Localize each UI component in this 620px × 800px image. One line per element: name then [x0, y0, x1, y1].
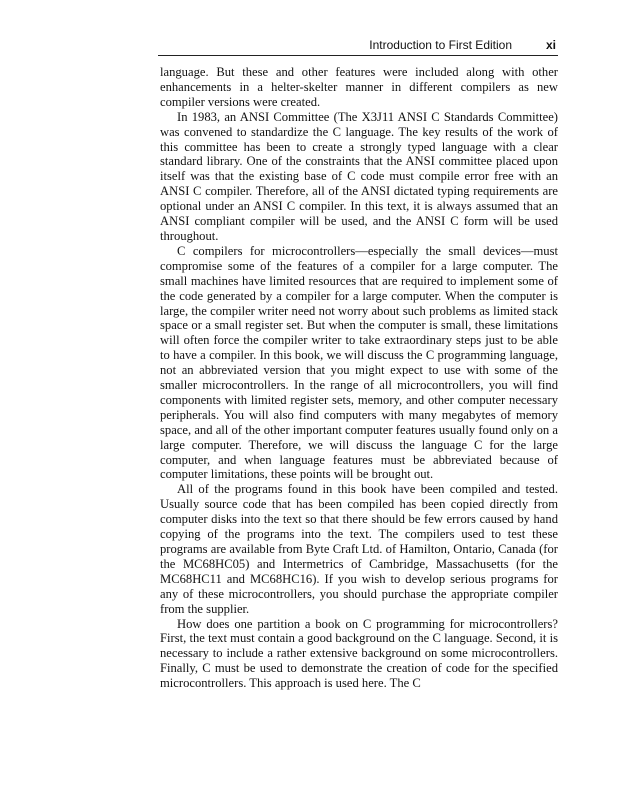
- paragraph-programs-tested: All of the programs found in this book have been compiled and tested. Usually source code that has been compiled has been copied directly from computer disks into the text so that there should be few errors caused by hand copying of the programs into the text. The compilers used to test these programs are available from Byte Craft Ltd. of Hamilton, Ontario, Canada (for the MC68HC05) and Intermetrics of Cambridge, Massachusetts (for the MC68HC11 and MC68HC16). If you wish to develop serious programs for any of these microcontrollers, you should purchase the appropriate compiler from the supplier.: [160, 482, 558, 616]
- body-text: [160, 65, 558, 691]
- paragraph-continued: language. But these and other features were included along with other enhancements in a helter-skelter manner in different compilers as new compiler versions were created.: [160, 65, 558, 109]
- running-head-title: Introduction to First Edition: [369, 38, 512, 52]
- running-head: [160, 38, 558, 54]
- paragraph-book-partition: How does one partition a book on C programming for microcontrollers? First, the text must contain a good background on the C language. Second, it is necessary to include a rather extensive background on some microcontrollers. Finally, C must be used to demonstrate the creation of code for the specified microcontrollers. This approach is used here. The C: [160, 616, 558, 691]
- paragraph-ansi-committee: In 1983, an ANSI Committee (The X3J11 ANSI C Standards Committee) was convened to standardize the C language. The key results of the work of this committee has been to create a strongly typed language with a clear standard library. One of the constraints that the ANSI committee placed upon itself was that the existing base of C code must compile error free with an ANSI C compiler. Therefore, all of the ANSI dictated typing requirements are optional under an ANSI C compiler. In this text, it is always assumed that an ANSI compliant compiler will be used, and the ANSI C form will be used throughout.: [160, 109, 558, 243]
- paragraph-c-compilers: C compilers for microcontrollers—especially the small devices—must compromise some of the features of a compiler for a large computer. The small machines have limited resources that are required to implement some of the code generated by a compiler for a large computer. When the computer is large, the compiler writer need not worry about such problems as limited stack space or a small register set. But when the computer is small, these limitations will often force the compiler writer to take extraordinary steps just to be able to have a compiler. In this book, we will discuss the C programming language, not an abbreviated version that you might expect to use with some of the smaller microcontrollers. In the range of all microcontrollers, you will find components with limited register sets, memory, and other computer necessary peripherals. You will also find computers with many megabytes of memory space, and all of the other important computer features usually found only on a large computer. Therefore, we will discuss the language C for the large computer, and when language features must be abbreviated because of computer limitations, these points will be brought out.: [160, 243, 558, 482]
- header-rule: [158, 55, 558, 56]
- page-number: xi: [545, 38, 556, 52]
